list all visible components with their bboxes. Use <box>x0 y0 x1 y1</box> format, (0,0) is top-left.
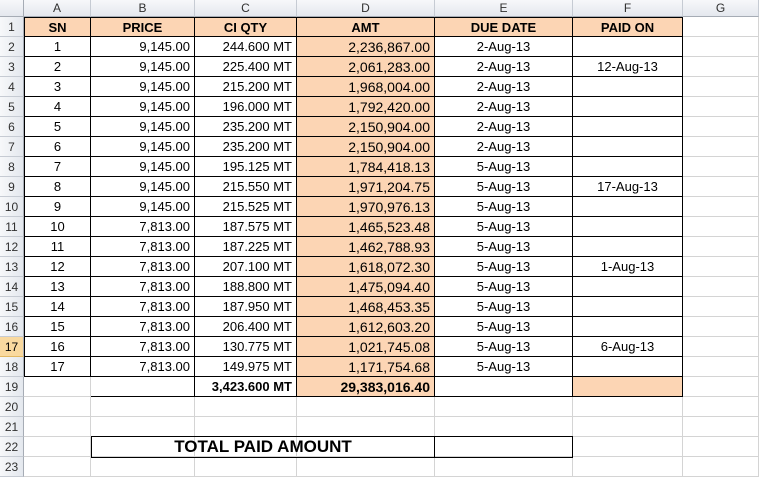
cell-g22[interactable] <box>683 437 759 457</box>
cell-f19[interactable] <box>573 377 683 397</box>
cell-e4[interactable]: 2-Aug-13 <box>435 77 573 97</box>
cell-c1[interactable]: CI QTY <box>195 17 297 37</box>
cell-f1[interactable]: PAID ON <box>573 17 683 37</box>
cell-c23[interactable] <box>195 457 297 477</box>
cell-a14[interactable]: 13 <box>24 277 91 297</box>
cell-e21[interactable] <box>435 417 573 437</box>
select-all-corner[interactable] <box>0 0 24 17</box>
row-header-14[interactable]: 14 <box>0 277 24 297</box>
cell-a21[interactable] <box>24 417 91 437</box>
cell-b1[interactable]: PRICE <box>91 17 195 37</box>
cell-e19[interactable] <box>435 377 573 397</box>
cell-f22[interactable] <box>573 437 683 457</box>
column-header-d[interactable]: D <box>297 0 435 17</box>
cell-c12[interactable]: 187.225 MT <box>195 237 297 257</box>
cell-g12[interactable] <box>683 237 759 257</box>
cell-a10[interactable]: 9 <box>24 197 91 217</box>
cell-b19[interactable] <box>91 377 195 397</box>
cell-a12[interactable]: 11 <box>24 237 91 257</box>
cell-f14[interactable] <box>573 277 683 297</box>
cell-c17[interactable]: 130.775 MT <box>195 337 297 357</box>
cell-g13[interactable] <box>683 257 759 277</box>
cell-f23[interactable] <box>573 457 683 477</box>
cell-b10[interactable]: 9,145.00 <box>91 197 195 217</box>
cell-e1[interactable]: DUE DATE <box>435 17 573 37</box>
cell-d12[interactable]: 1,462,788.93 <box>297 237 435 257</box>
cell-f17[interactable]: 6-Aug-13 <box>573 337 683 357</box>
cell-f16[interactable] <box>573 317 683 337</box>
row-header-4[interactable]: 4 <box>0 77 24 97</box>
cell-e13[interactable]: 5-Aug-13 <box>435 257 573 277</box>
row-header-13[interactable]: 13 <box>0 257 24 277</box>
cell-e14[interactable]: 5-Aug-13 <box>435 277 573 297</box>
row-header-1[interactable]: 1 <box>0 17 24 37</box>
cell-c5[interactable]: 196.000 MT <box>195 97 297 117</box>
cell-d16[interactable]: 1,612,603.20 <box>297 317 435 337</box>
row-header-8[interactable]: 8 <box>0 157 24 177</box>
cell-f6[interactable] <box>573 117 683 137</box>
cell-a20[interactable] <box>24 397 91 417</box>
cell-e20[interactable] <box>435 397 573 417</box>
row-header-16[interactable]: 16 <box>0 317 24 337</box>
row-header-23[interactable]: 23 <box>0 457 24 477</box>
cell-d13[interactable]: 1,618,072.30 <box>297 257 435 277</box>
cell-g19[interactable] <box>683 377 759 397</box>
cell-g17[interactable] <box>683 337 759 357</box>
cell-c4[interactable]: 215.200 MT <box>195 77 297 97</box>
row-header-12[interactable]: 12 <box>0 237 24 257</box>
row-header-20[interactable]: 20 <box>0 397 24 417</box>
cell-d19[interactable]: 29,383,016.40 <box>297 377 435 397</box>
cell-e9[interactable]: 5-Aug-13 <box>435 177 573 197</box>
cell-e8[interactable]: 5-Aug-13 <box>435 157 573 177</box>
row-header-2[interactable]: 2 <box>0 37 24 57</box>
cell-g15[interactable] <box>683 297 759 317</box>
cell-c11[interactable]: 187.575 MT <box>195 217 297 237</box>
cell-c3[interactable]: 225.400 MT <box>195 57 297 77</box>
cell-b16[interactable]: 7,813.00 <box>91 317 195 337</box>
cell-f18[interactable] <box>573 357 683 377</box>
cell-f9[interactable]: 17-Aug-13 <box>573 177 683 197</box>
cell-b15[interactable]: 7,813.00 <box>91 297 195 317</box>
cell-f15[interactable] <box>573 297 683 317</box>
cell-a6[interactable]: 5 <box>24 117 91 137</box>
cell-a3[interactable]: 2 <box>24 57 91 77</box>
cell-b18[interactable]: 7,813.00 <box>91 357 195 377</box>
cell-d18[interactable]: 1,171,754.68 <box>297 357 435 377</box>
cell-c18[interactable]: 149.975 MT <box>195 357 297 377</box>
cell-b20[interactable] <box>91 397 195 417</box>
cell-f4[interactable] <box>573 77 683 97</box>
cell-e3[interactable]: 2-Aug-13 <box>435 57 573 77</box>
cell-g11[interactable] <box>683 217 759 237</box>
row-header-19[interactable]: 19 <box>0 377 24 397</box>
cell-g2[interactable] <box>683 37 759 57</box>
cell-a19[interactable] <box>24 377 91 397</box>
cell-a16[interactable]: 15 <box>24 317 91 337</box>
cell-c15[interactable]: 187.950 MT <box>195 297 297 317</box>
cell-c2[interactable]: 244.600 MT <box>195 37 297 57</box>
cell-d20[interactable] <box>297 397 435 417</box>
row-header-10[interactable]: 10 <box>0 197 24 217</box>
cell-c8[interactable]: 195.125 MT <box>195 157 297 177</box>
cell-f13[interactable]: 1-Aug-13 <box>573 257 683 277</box>
cell-c13[interactable]: 207.100 MT <box>195 257 297 277</box>
cell-d23[interactable] <box>297 457 435 477</box>
cell-a22[interactable] <box>24 437 91 457</box>
cell-g9[interactable] <box>683 177 759 197</box>
row-header-3[interactable]: 3 <box>0 57 24 77</box>
cell-a2[interactable]: 1 <box>24 37 91 57</box>
cell-e12[interactable]: 5-Aug-13 <box>435 237 573 257</box>
cell-g8[interactable] <box>683 157 759 177</box>
cell-b21[interactable] <box>91 417 195 437</box>
cell-a11[interactable]: 10 <box>24 217 91 237</box>
cell-d17[interactable]: 1,021,745.08 <box>297 337 435 357</box>
cell-g10[interactable] <box>683 197 759 217</box>
cell-d14[interactable]: 1,475,094.40 <box>297 277 435 297</box>
cell-b12[interactable]: 7,813.00 <box>91 237 195 257</box>
cell-e2[interactable]: 2-Aug-13 <box>435 37 573 57</box>
row-header-22[interactable]: 22 <box>0 437 24 457</box>
cell-b13[interactable]: 7,813.00 <box>91 257 195 277</box>
cell-d15[interactable]: 1,468,453.35 <box>297 297 435 317</box>
cell-c16[interactable]: 206.400 MT <box>195 317 297 337</box>
cell-c19[interactable]: 3,423.600 MT <box>195 377 297 397</box>
cell-a5[interactable]: 4 <box>24 97 91 117</box>
cell-g7[interactable] <box>683 137 759 157</box>
cell-a23[interactable] <box>24 457 91 477</box>
cell-g20[interactable] <box>683 397 759 417</box>
cell-c7[interactable]: 235.200 MT <box>195 137 297 157</box>
column-header-e[interactable]: E <box>435 0 573 17</box>
cell-f7[interactable] <box>573 137 683 157</box>
cell-a7[interactable]: 6 <box>24 137 91 157</box>
cell-b7[interactable]: 9,145.00 <box>91 137 195 157</box>
cell-g1[interactable] <box>683 17 759 37</box>
cell-b17[interactable]: 7,813.00 <box>91 337 195 357</box>
cell-b23[interactable] <box>91 457 195 477</box>
cell-c14[interactable]: 188.800 MT <box>195 277 297 297</box>
cell-g14[interactable] <box>683 277 759 297</box>
cell-a13[interactable]: 12 <box>24 257 91 277</box>
cell-b9[interactable]: 9,145.00 <box>91 177 195 197</box>
row-header-5[interactable]: 5 <box>0 97 24 117</box>
cell-f3[interactable]: 12-Aug-13 <box>573 57 683 77</box>
cell-a4[interactable]: 3 <box>24 77 91 97</box>
cell-a9[interactable]: 8 <box>24 177 91 197</box>
cell-d11[interactable]: 1,465,523.48 <box>297 217 435 237</box>
cell-e10[interactable]: 5-Aug-13 <box>435 197 573 217</box>
cell-f10[interactable] <box>573 197 683 217</box>
row-header-11[interactable]: 11 <box>0 217 24 237</box>
cell-f21[interactable] <box>573 417 683 437</box>
cell-f8[interactable] <box>573 157 683 177</box>
cell-g5[interactable] <box>683 97 759 117</box>
cell-d7[interactable]: 2,150,904.00 <box>297 137 435 157</box>
cell-d21[interactable] <box>297 417 435 437</box>
cell-a18[interactable]: 17 <box>24 357 91 377</box>
row-header-15[interactable]: 15 <box>0 297 24 317</box>
column-header-b[interactable]: B <box>91 0 195 17</box>
cell-d6[interactable]: 2,150,904.00 <box>297 117 435 137</box>
cell-b2[interactable]: 9,145.00 <box>91 37 195 57</box>
cell-e23[interactable] <box>435 457 573 477</box>
cell-d2[interactable]: 2,236,867.00 <box>297 37 435 57</box>
total-paid-value[interactable] <box>434 436 573 458</box>
cell-c20[interactable] <box>195 397 297 417</box>
cell-c9[interactable]: 215.550 MT <box>195 177 297 197</box>
cell-g18[interactable] <box>683 357 759 377</box>
cell-g21[interactable] <box>683 417 759 437</box>
cell-b3[interactable]: 9,145.00 <box>91 57 195 77</box>
cell-e7[interactable]: 2-Aug-13 <box>435 137 573 157</box>
cell-f20[interactable] <box>573 397 683 417</box>
cell-d4[interactable]: 1,968,004.00 <box>297 77 435 97</box>
row-header-7[interactable]: 7 <box>0 137 24 157</box>
cell-e17[interactable]: 5-Aug-13 <box>435 337 573 357</box>
cell-g3[interactable] <box>683 57 759 77</box>
cell-d3[interactable]: 2,061,283.00 <box>297 57 435 77</box>
cell-e6[interactable]: 2-Aug-13 <box>435 117 573 137</box>
cell-b11[interactable]: 7,813.00 <box>91 217 195 237</box>
cell-f11[interactable] <box>573 217 683 237</box>
cell-g6[interactable] <box>683 117 759 137</box>
total-paid-label: TOTAL PAID AMOUNT <box>91 436 435 458</box>
cell-g16[interactable] <box>683 317 759 337</box>
cell-a1[interactable]: SN <box>24 17 91 37</box>
cell-d9[interactable]: 1,971,204.75 <box>297 177 435 197</box>
column-header-c[interactable]: C <box>195 0 297 17</box>
cell-f12[interactable] <box>573 237 683 257</box>
column-header-f[interactable]: F <box>573 0 683 17</box>
row-header-18[interactable]: 18 <box>0 357 24 377</box>
cell-e18[interactable]: 5-Aug-13 <box>435 357 573 377</box>
cell-b8[interactable]: 9,145.00 <box>91 157 195 177</box>
cell-a15[interactable]: 14 <box>24 297 91 317</box>
cell-b4[interactable]: 9,145.00 <box>91 77 195 97</box>
cell-d10[interactable]: 1,970,976.13 <box>297 197 435 217</box>
row-header-17[interactable]: 17 <box>0 337 24 357</box>
row-header-9[interactable]: 9 <box>0 177 24 197</box>
cell-e15[interactable]: 5-Aug-13 <box>435 297 573 317</box>
cell-d1[interactable]: AMT <box>297 17 435 37</box>
cell-e11[interactable]: 5-Aug-13 <box>435 217 573 237</box>
cell-b5[interactable]: 9,145.00 <box>91 97 195 117</box>
cell-e5[interactable]: 2-Aug-13 <box>435 97 573 117</box>
cell-a17[interactable]: 16 <box>24 337 91 357</box>
cell-b14[interactable]: 7,813.00 <box>91 277 195 297</box>
column-header-g[interactable]: G <box>683 0 759 17</box>
cell-g23[interactable] <box>683 457 759 477</box>
cell-a8[interactable]: 7 <box>24 157 91 177</box>
cell-c21[interactable] <box>195 417 297 437</box>
cell-d8[interactable]: 1,784,418.13 <box>297 157 435 177</box>
row-header-6[interactable]: 6 <box>0 117 24 137</box>
column-header-a[interactable]: A <box>24 0 91 17</box>
cell-f5[interactable] <box>573 97 683 117</box>
cell-f2[interactable] <box>573 37 683 57</box>
cell-c6[interactable]: 235.200 MT <box>195 117 297 137</box>
row-header-21[interactable]: 21 <box>0 417 24 437</box>
cell-c10[interactable]: 215.525 MT <box>195 197 297 217</box>
cell-e16[interactable]: 5-Aug-13 <box>435 317 573 337</box>
cell-d5[interactable]: 1,792,420.00 <box>297 97 435 117</box>
cell-g4[interactable] <box>683 77 759 97</box>
cell-b6[interactable]: 9,145.00 <box>91 117 195 137</box>
